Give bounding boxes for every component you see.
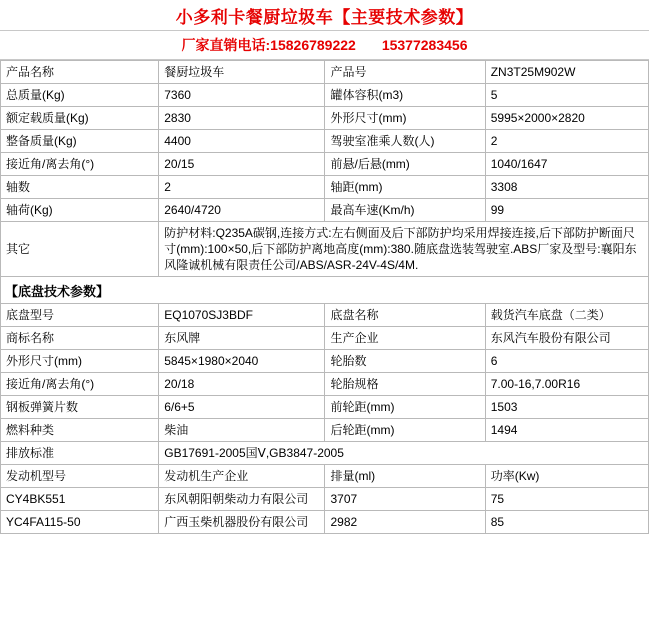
- spec-value: 7.00-16,7.00R16: [485, 373, 648, 396]
- spec-value: 99: [485, 199, 648, 222]
- spec-value: 5995×2000×2820: [485, 107, 648, 130]
- chassis-section-heading: [0, 277, 649, 303]
- spec-value: 3308: [485, 176, 648, 199]
- spec-value: 1503: [485, 396, 648, 419]
- spec-label: 额定载质量(Kg): [1, 107, 159, 130]
- table-row: [1, 61, 649, 84]
- spec-label: 轮胎数: [325, 350, 485, 373]
- table-row: [1, 396, 649, 419]
- table-row: [1, 350, 649, 373]
- spec-value: EQ1070SJ3BDF: [159, 304, 325, 327]
- spec-value: 东风汽车股份有限公司: [485, 327, 648, 350]
- spec-label: 底盘名称: [325, 304, 485, 327]
- table-row: [1, 419, 649, 442]
- other-value: 防护材料:Q235A碳钢,连接方式:左右侧面及后下部防护均采用焊接连接,后下部防护断面尺寸(mm):100×50,后下部防护离地高度(mm):380.随底盘选装驾驶室.ABS厂家及型号:襄阳东风隆诚机械有限责任公司/ABS/ASR-24V-4S/4M.: [159, 222, 649, 277]
- engine-col-header: 发动机型号: [1, 465, 159, 488]
- spec-value: 20/15: [159, 153, 325, 176]
- spec-value: 5: [485, 84, 648, 107]
- page-title: 小多利卡餐厨垃圾车【主要技术参数】: [175, 7, 474, 27]
- engine-power: 85: [485, 511, 648, 534]
- engine-col-header: 排量(ml): [325, 465, 485, 488]
- table-row-emission: [1, 442, 649, 465]
- engine-col-header: 发动机生产企业: [159, 465, 325, 488]
- spec-label: 外形尺寸(mm): [325, 107, 485, 130]
- table-row: [1, 84, 649, 107]
- spec-label: 底盘型号: [1, 304, 159, 327]
- spec-label: 产品号: [325, 61, 485, 84]
- spec-label: 整备质量(Kg): [1, 130, 159, 153]
- table-row: [1, 153, 649, 176]
- sales-phone-number: 15377283456: [381, 37, 468, 53]
- spec-value: 2: [159, 176, 325, 199]
- engine-model: CY4BK551: [1, 488, 159, 511]
- table-row-other: [1, 222, 649, 277]
- spec-label: 轴荷(Kg): [1, 199, 159, 222]
- table-row: [1, 199, 649, 222]
- spec-value: 东风牌: [159, 327, 325, 350]
- spec-label: 商标名称: [1, 327, 159, 350]
- spec-label: 总质量(Kg): [1, 84, 159, 107]
- spec-value: 4400: [159, 130, 325, 153]
- engine-col-header: 功率(Kw): [485, 465, 648, 488]
- other-label: 其它: [1, 222, 159, 277]
- engine-displacement: 3707: [325, 488, 485, 511]
- title-bar: [0, 0, 649, 31]
- spec-value: 柴油: [159, 419, 325, 442]
- spec-label: 最高车速(Km/h): [325, 199, 485, 222]
- engine-displacement: 2982: [325, 511, 485, 534]
- table-row: [1, 176, 649, 199]
- spec-value: ZN3T25M902W: [485, 61, 648, 84]
- spec-value: 7360: [159, 84, 325, 107]
- table-header-row-engine: [1, 465, 649, 488]
- chassis-specs-table: [0, 303, 649, 534]
- spec-label: 驾驶室准乘人数(人): [325, 130, 485, 153]
- phone-bar: [0, 31, 649, 60]
- table-row: [1, 488, 649, 511]
- spec-value: 2830: [159, 107, 325, 130]
- chassis-section-heading-text: 【底盘技术参数】: [5, 283, 110, 299]
- table-row: [1, 327, 649, 350]
- spec-value: 6: [485, 350, 648, 373]
- spec-label: 前轮距(mm): [325, 396, 485, 419]
- sales-phone-label: 厂家直销电话:15826789222: [181, 37, 356, 53]
- spec-label: 外形尺寸(mm): [1, 350, 159, 373]
- spec-label: 钢板弹簧片数: [1, 396, 159, 419]
- spec-value: 20/18: [159, 373, 325, 396]
- spec-label: 产品名称: [1, 61, 159, 84]
- spec-label: 接近角/离去角(°): [1, 153, 159, 176]
- emission-value: GB17691-2005国Ⅴ,GB3847-2005: [159, 442, 649, 465]
- table-row: [1, 107, 649, 130]
- engine-model: YC4FA115-50: [1, 511, 159, 534]
- table-row: [1, 304, 649, 327]
- table-row: [1, 511, 649, 534]
- spec-label: 后轮距(mm): [325, 419, 485, 442]
- spec-label: 轴距(mm): [325, 176, 485, 199]
- spec-value: 餐厨垃圾车: [159, 61, 325, 84]
- spec-value: 1040/1647: [485, 153, 648, 176]
- emission-label: 排放标准: [1, 442, 159, 465]
- spec-label: 轴数: [1, 176, 159, 199]
- spec-label: 前悬/后悬(mm): [325, 153, 485, 176]
- spec-value: 载货汽车底盘（二类）: [485, 304, 648, 327]
- table-row: [1, 130, 649, 153]
- main-specs-table: [0, 60, 649, 277]
- spec-value: 2640/4720: [159, 199, 325, 222]
- spec-label: 接近角/离去角(°): [1, 373, 159, 396]
- spec-value: 5845×1980×2040: [159, 350, 325, 373]
- spec-value: 6/6+5: [159, 396, 325, 419]
- table-row: [1, 373, 649, 396]
- spec-value: 2: [485, 130, 648, 153]
- spec-label: 轮胎规格: [325, 373, 485, 396]
- spec-value: 1494: [485, 419, 648, 442]
- spec-label: 燃料种类: [1, 419, 159, 442]
- spec-label: 罐体容积(m3): [325, 84, 485, 107]
- engine-maker: 东风朝阳朝柴动力有限公司: [159, 488, 325, 511]
- engine-maker: 广西玉柴机器股份有限公司: [159, 511, 325, 534]
- engine-power: 75: [485, 488, 648, 511]
- spec-label: 生产企业: [325, 327, 485, 350]
